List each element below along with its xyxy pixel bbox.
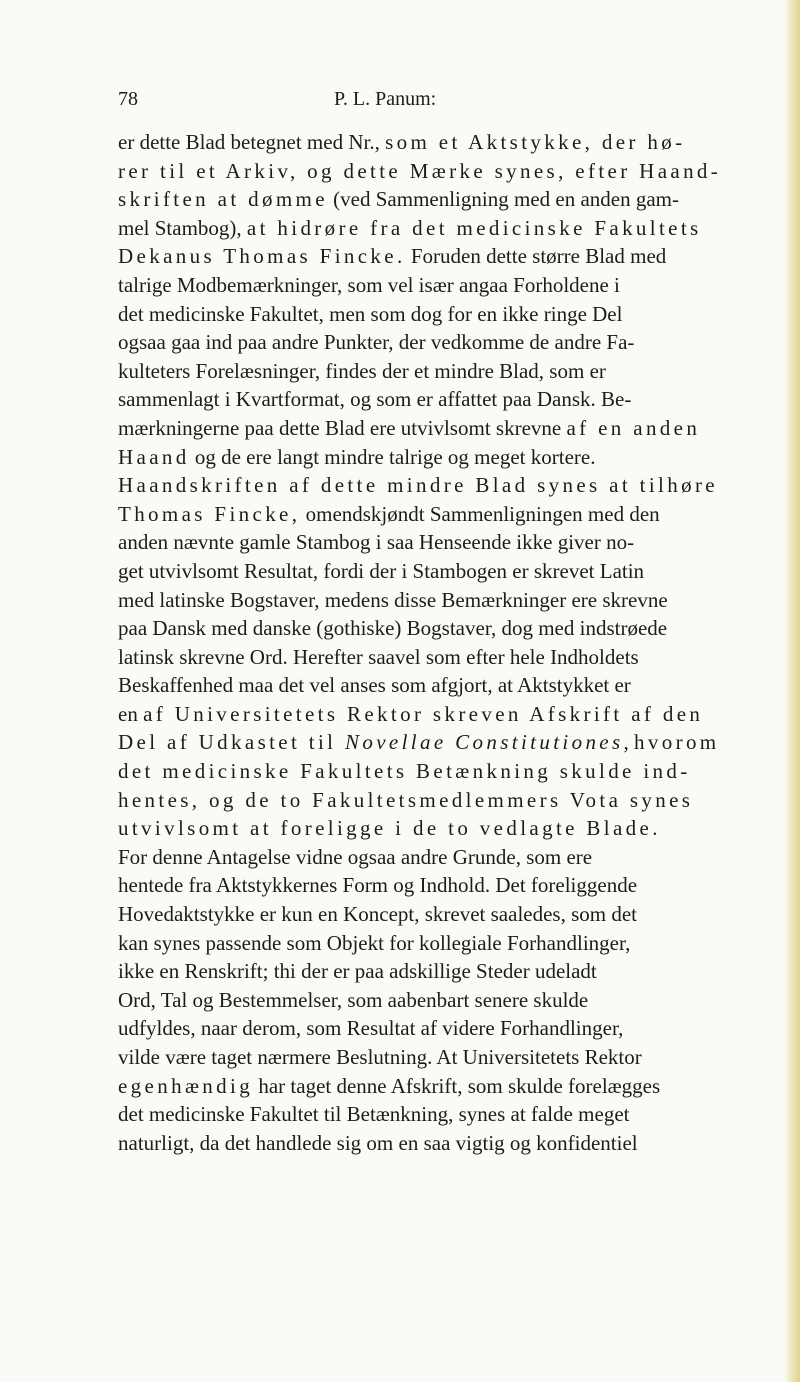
text-run: get utvivlsomt Resultat, fordi der i Stambogen er skrevet Latin — [118, 558, 645, 583]
text-run: vilde være taget nærmere Beslutning. At Universitetets Rektor — [118, 1045, 642, 1069]
spaced-emphasis-text: Dekanus Thomas Fincke. — [118, 244, 406, 269]
text-run: hentede fra Aktstykkernes Form og Indhold. Det foreliggende — [118, 873, 638, 898]
text-run: kulteters Forelæsninger, findes der et mindre Blad, som er — [118, 358, 606, 383]
text-line — [118, 1100, 758, 1129]
text-line — [118, 557, 758, 586]
spaced-emphasis-text: Novellae Constitutiones — [345, 730, 624, 755]
text-line — [118, 814, 758, 843]
text-line — [118, 1129, 758, 1158]
text-line — [118, 157, 758, 186]
text-line — [118, 300, 758, 329]
text-line — [118, 1014, 758, 1043]
text-line — [118, 871, 758, 900]
text-run: har taget denne Afskrift, som skulde forelægges — [253, 1073, 661, 1098]
text-line — [118, 500, 758, 529]
spaced-emphasis-text: som et Aktstykke, der hø- — [385, 130, 686, 154]
text-run: en — [118, 701, 144, 726]
spaced-emphasis-text: egenhændig — [118, 1073, 254, 1098]
text-run: (ved Sammenligning med en anden gam- — [327, 187, 679, 212]
text-run: det medicinske Fakultet til Betænkning, synes at falde meget — [118, 1102, 630, 1127]
text-line — [118, 843, 758, 872]
text-run: Beskaffenhed maa det vel anses som afgjort, at Aktstykket er — [118, 673, 631, 698]
text-run: er dette Blad betegnet med Nr., — [118, 130, 386, 154]
spaced-emphasis-text: Thomas Fincke, — [118, 501, 301, 526]
spaced-emphasis-text: utvivlsomt at foreligge i de to vedlagte Blade. — [118, 816, 661, 841]
text-run: mærkningerne paa dette Blad ere utvivlsomt skrevne — [118, 415, 567, 440]
page-edge — [784, 0, 800, 1382]
text-run: mel Stambog), — [118, 215, 247, 240]
spaced-emphasis-text: det medicinske Fakultets Betænkning skulde ind- — [118, 759, 691, 784]
spaced-emphasis-text: Haandskriften af dette mindre Blad synes at tilhøre — [118, 473, 718, 498]
text-line — [118, 700, 758, 729]
spaced-emphasis-text: rer til et Arkiv, og dette Mærke synes, efter Haand- — [118, 158, 722, 183]
text-line — [118, 671, 758, 700]
text-run: anden nævnte gamle Stambog i saa Henseende ikke giver no- — [118, 530, 635, 555]
spaced-emphasis-text: Del af Udkastet til — [118, 730, 345, 755]
text-run: paa Dansk med danske (gothiske) Bogstaver, dog med indstrøede — [118, 616, 668, 641]
text-line — [118, 614, 758, 643]
text-line — [118, 1043, 758, 1072]
text-run: omendskjøndt Sammenligningen med den — [300, 501, 660, 526]
paragraph — [118, 128, 758, 843]
text-line — [118, 586, 758, 615]
text-run: udfyldes, naar derom, som Resultat af videre Forhandlinger, — [118, 1016, 624, 1041]
text-line — [118, 357, 758, 386]
text-run: sammenlagt i Kvartformat, og som er affattet paa Dansk. Be- — [118, 387, 632, 412]
text-line — [118, 786, 758, 815]
spaced-emphasis-text: hvorom — [634, 730, 720, 755]
text-line — [118, 385, 758, 414]
text-run: Foruden dette større Blad med — [405, 244, 667, 269]
spaced-emphasis-text: hentes, og de to Fakultetsmedlemmers Vota synes — [118, 787, 694, 812]
text-line — [118, 328, 758, 357]
page-number: 78 — [118, 88, 138, 110]
text-line — [118, 414, 758, 443]
text-run: Hovedaktstykke er kun en Koncept, skrevet saaledes, som det — [118, 902, 638, 927]
text-line — [118, 929, 758, 958]
text-line — [118, 757, 758, 786]
text-run: Ord, Tal og Bestemmelser, som aabenbart senere skulde — [118, 987, 589, 1012]
text-line — [118, 900, 758, 929]
paragraph — [118, 843, 758, 1158]
running-head: P. L. Panum: — [334, 88, 437, 110]
text-run: naturligt, da det handlede sig om en saa vigtig og konfidentiel — [118, 1130, 638, 1155]
text-line — [118, 528, 758, 557]
text-run: det medicinske Fakultet, men som dog for en ikke ringe Del — [118, 301, 623, 326]
text-line — [118, 471, 758, 500]
spaced-emphasis-text: Haand — [118, 444, 190, 469]
text-line — [118, 214, 758, 243]
page-header — [118, 88, 758, 116]
text-run: kan synes passende som Objekt for kollegiale Forhandlinger, — [118, 930, 631, 955]
text-line — [118, 986, 758, 1015]
spaced-emphasis-text: at hidrøre fra det medicinske Fakultets — [246, 215, 702, 240]
text-run: talrige Modbemærkninger, som vel især angaa Forholdene i — [118, 272, 620, 297]
text-run: , — [623, 730, 635, 755]
text-line — [118, 443, 758, 472]
text-line — [118, 271, 758, 300]
text-line — [118, 242, 758, 271]
spaced-emphasis-text: af en anden — [566, 415, 701, 440]
text-line — [118, 643, 758, 672]
text-run: ikke en Renskrift; thi der er paa adskillige Steder udeladt — [118, 959, 597, 984]
text-run: og de ere langt mindre talrige og meget kortere. — [189, 444, 596, 469]
spaced-emphasis-text: af Universitetets Rektor skreven Afskrift af den — [143, 701, 704, 726]
text-line — [118, 728, 758, 757]
spaced-emphasis-text: skriften at dømme — [118, 187, 328, 212]
text-run: ogsaa gaa ind paa andre Punkter, der vedkomme de andre Fa- — [118, 330, 635, 355]
text-run: For denne Antagelse vidne ogsaa andre Grunde, som ere — [118, 844, 593, 869]
text-run: latinsk skrevne Ord. Herefter saavel som efter hele Indholdets — [118, 644, 639, 669]
text-line — [118, 1072, 758, 1101]
text-line — [118, 957, 758, 986]
text-line — [118, 128, 758, 157]
body-text — [118, 128, 758, 1157]
text-line — [118, 185, 758, 214]
text-run: med latinske Bogstaver, medens disse Bemærkninger ere skrevne — [118, 587, 668, 612]
